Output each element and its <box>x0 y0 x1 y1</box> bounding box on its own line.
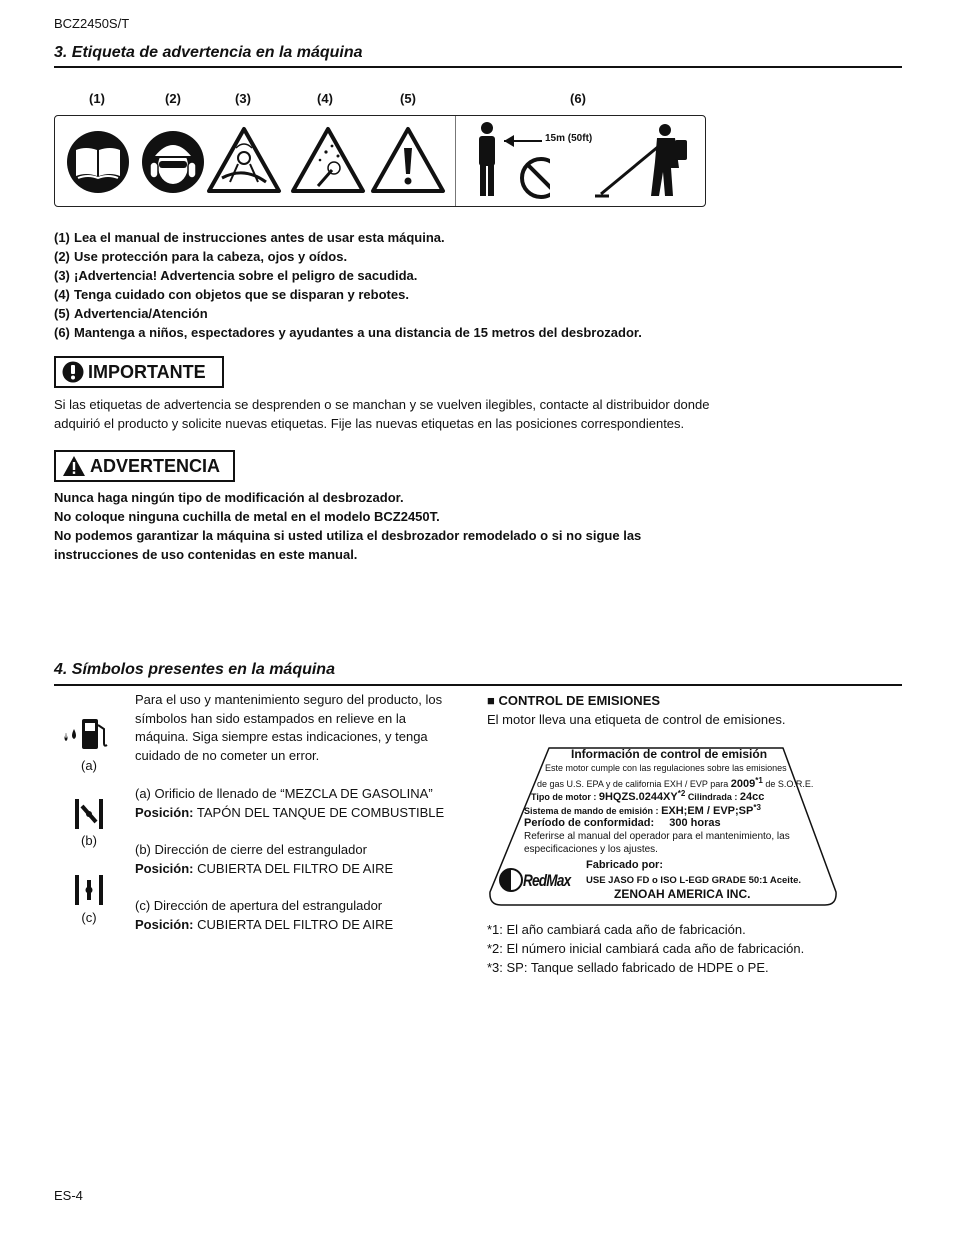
model-number: BCZ2450S/T <box>54 16 130 31</box>
symbol-caption-a: (a) <box>81 758 97 773</box>
emissions-heading: ■ CONTROL DE EMISIONES <box>487 693 661 708</box>
emissions-subtitle: El motor lleva una etiqueta de control de emisiones. <box>487 712 786 727</box>
list-item: (3) ¡Advertencia! Advertencia sobre el peligro de sacudida. <box>54 268 418 283</box>
choke-closed-icon <box>73 797 105 831</box>
read-manual-icon <box>66 130 130 194</box>
warning-label-divider <box>455 116 456 206</box>
redmax-brand: RedMax <box>523 871 571 890</box>
symbol-c-description: (c) Dirección de apertura del estrangulador Posición: CUBIERTA DEL FILTRO DE AIRE <box>135 898 394 932</box>
important-text: Si las etiquetas de advertencia se desprenden o se manchan y se vuelven ilegibles, contacte al distribuidor donde adquirió el producto y solicite nuevas etiquetas. Fije las nuevas etiquetas en las posiciones correspondientes. <box>54 397 710 431</box>
emission-label-line: USE JASO FD o ISO L-EGD GRADE 50:1 Aceite. <box>586 875 802 886</box>
list-item: (6) Mantenga a niños, espectadores y ayudantes a una distancia de 15 metros del desbrozador. <box>54 325 642 340</box>
warning-label-list <box>54 228 642 342</box>
choke-open-icon <box>73 873 105 907</box>
emission-label-line: Sistema de mando de emisión : EXH;EM / EVP;SP$^{*3}$ <box>524 803 761 817</box>
emission-label-line: Referirse al manual del operador para el mantenimiento, las <box>524 831 790 842</box>
head-eye-ear-protection-icon <box>141 130 205 194</box>
symbol-a-description: (a) Orificio de llenado de “MEZCLA DE GASOLINA” Posición: TAPÓN DEL TANQUE DE COMBUSTIBLE <box>135 786 445 820</box>
trimmer-operator-icon <box>595 122 695 202</box>
kickback-warning-icon <box>206 126 282 194</box>
section-4-rule <box>54 684 902 686</box>
list-item: (1) Lea el manual de instrucciones antes de usar esta máquina. <box>54 230 445 245</box>
emission-label-line: de gas U.S. EPA y de california EXH / EVP para 2009$^{*1}$ de S.O.R.E. <box>537 776 814 790</box>
emission-label-line: Fabricado por: <box>586 859 664 871</box>
caution-warning-icon <box>370 126 446 194</box>
emission-label-line: Período de conformidad: 300 horas <box>524 817 721 829</box>
section-3-rule <box>54 66 902 68</box>
bystander-distance-icon <box>470 120 550 200</box>
emission-label-title: Información de control de emisión <box>571 747 768 761</box>
label-number-2: (2) <box>165 91 181 106</box>
label-number-5: (5) <box>400 91 416 106</box>
emission-label-line: Tipo de motor : 9HQZS.0244XY$^{*2}$ Cilindrada : 24cc <box>531 789 765 803</box>
page-number: ES-4 <box>54 1188 83 1203</box>
list-item: (5) Advertencia/Atención <box>54 306 208 321</box>
fuel-mix-icon <box>60 715 114 751</box>
symbol-caption-c: (c) <box>81 910 97 925</box>
label-number-3: (3) <box>235 91 251 106</box>
list-item: (4) Tenga cuidado con objetos que se disparan y rebotes. <box>54 287 409 302</box>
warning-badge: ADVERTENCIA <box>54 450 235 482</box>
list-item: (2) Use protección para la cabeza, ojos y oídos. <box>54 249 348 264</box>
emission-notes: *1: El año cambiará cada año de fabricación. *2: El número inicial cambiará cada año de fabricación. *3: SP: Tanque sellado fabricado de HDPE o PE. <box>487 922 805 975</box>
warning-triangle-icon <box>62 455 86 477</box>
emission-label-line: Este motor cumple con las regulaciones sobre las emisiones <box>545 763 787 773</box>
symbol-caption-b: (b) <box>81 833 97 848</box>
distance-label: 15m (50ft) <box>545 133 593 144</box>
warning-text: Nunca haga ningún tipo de modificación al desbrozador. No coloque ninguna cuchilla de metal en el modelo BCZ2450T. No podemos garantizar la máquina si usted utiliza el desbrozador remodelado o si no sigue las instrucciones de uso contenidas en este manual. <box>54 490 642 562</box>
flying-objects-warning-icon <box>290 126 366 194</box>
label-number-6: (6) <box>570 91 586 106</box>
exclamation-circle-icon <box>62 361 84 383</box>
important-badge: IMPORTANTE <box>54 356 224 388</box>
symbol-b-description: (b) Dirección de cierre del estrangulador Posición: CUBIERTA DEL FILTRO DE AIRE <box>135 842 394 876</box>
emission-label-line: especificaciones y los ajustes. <box>524 844 658 855</box>
emission-label-line: ZENOAH AMERICA INC. <box>614 887 751 901</box>
section-3-title: 3. Etiqueta de advertencia en la máquina <box>54 44 363 61</box>
label-number-4: (4) <box>317 91 333 106</box>
redmax-logo-icon <box>499 867 523 893</box>
symbols-intro: Para el uso y mantenimiento seguro del producto, los símbolos han sido estampados en relieve en la máquina. Siga siempre estas indicaciones, y tenga cuidado de no cometer un error. <box>135 692 443 763</box>
label-number-1: (1) <box>89 91 105 106</box>
section-4-title: 4. Símbolos presentes en la máquina <box>54 661 335 678</box>
